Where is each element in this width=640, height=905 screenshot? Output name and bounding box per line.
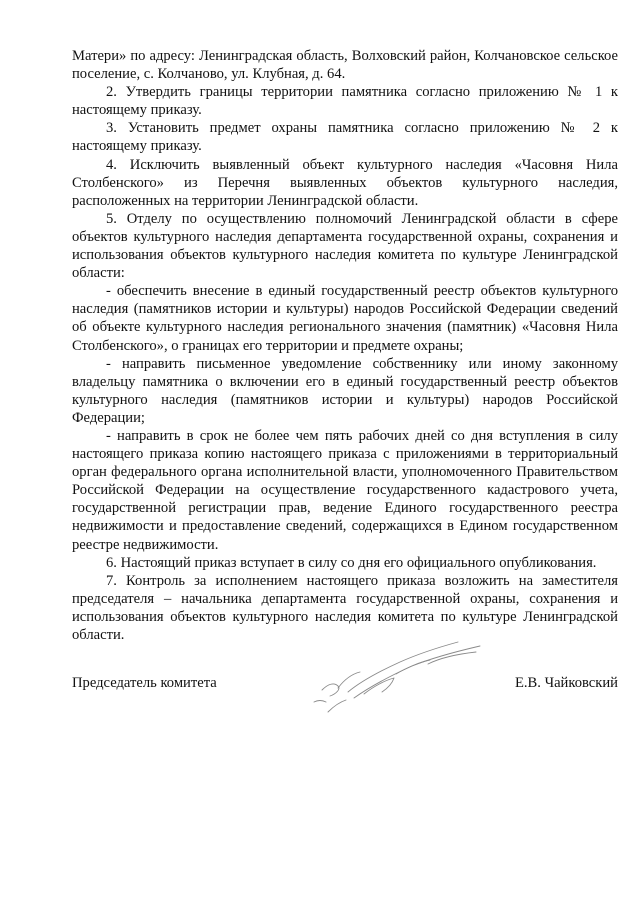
document-body bbox=[72, 47, 618, 644]
signer-position: Председатель комитета bbox=[72, 675, 217, 691]
paragraph-item-5: 5. Отделу по осуществлению полномочий Ленинградской области в сфере объектов культурного наследия департамента государственной охраны, сохранения и использования объектов культурного наследия комитета по культуре Ленинградской области: bbox=[72, 210, 618, 282]
signature-row bbox=[72, 674, 618, 694]
paragraph-item-5-bullet-2: - направить письменное уведомление собственнику или иному законному владельцу памятника о включении его в единый государственный реестр объектов культурного наследия (памятников истории и культуры) народов Российской Федерации; bbox=[72, 355, 618, 426]
paragraph-item-5-bullet-1: - обеспечить внесение в единый государственный реестр объектов культурного наследия (памятников истории и культуры) народов Российской Федерации сведений об объекте культурного наследия регионального значения (памятник) «Часовня Нила Столбенского», о границах его территории и предмете охраны; bbox=[72, 283, 618, 354]
paragraph-address: Матери» по адресу: Ленинградская область, Волховский район, Колчановское сельское поселение, с. Колчаново, ул. Клубная, д. 64. bbox=[72, 48, 618, 83]
paragraph-item-7: 7. Контроль за исполнением настоящего приказа возложить на заместителя председателя – начальника департамента государственной охраны, сохранения и использования объектов культурного наследия комитета по культуре Ленинградской области. bbox=[72, 572, 618, 643]
paragraph-item-5-bullet-3: - направить в срок не более чем пять рабочих дней со дня вступления в силу настоящего приказа копию настоящего приказа с приложениями в территориальный орган федерального органа исполнительной власти, уполномоченного Правительством Российской Федерации на осуществление государственного кадастрового учета, государственной регистрации прав, ведение Единого государственного реестра недвижимости и предоставление сведений, содержащихся в Едином государственном реестре недвижимости. bbox=[72, 427, 618, 553]
paragraph-item-4: 4. Исключить выявленный объект культурного наследия «Часовня Нила Столбенского» из Перечня выявленных объектов культурного наследия, расположенных на территории Ленинградской области. bbox=[72, 156, 618, 209]
paragraph-item-6: 6. Настоящий приказ вступает в силу со дня его официального опубликования. bbox=[106, 554, 597, 571]
paragraph-item-2: 2. Утвердить границы территории памятника согласно приложению № 1 к настоящему приказу. bbox=[72, 84, 618, 119]
paragraph-item-3: 3. Установить предмет охраны памятника согласно приложению № 2 к настоящему приказу. bbox=[72, 120, 618, 155]
signer-name: Е.В. Чайковский bbox=[514, 675, 618, 691]
